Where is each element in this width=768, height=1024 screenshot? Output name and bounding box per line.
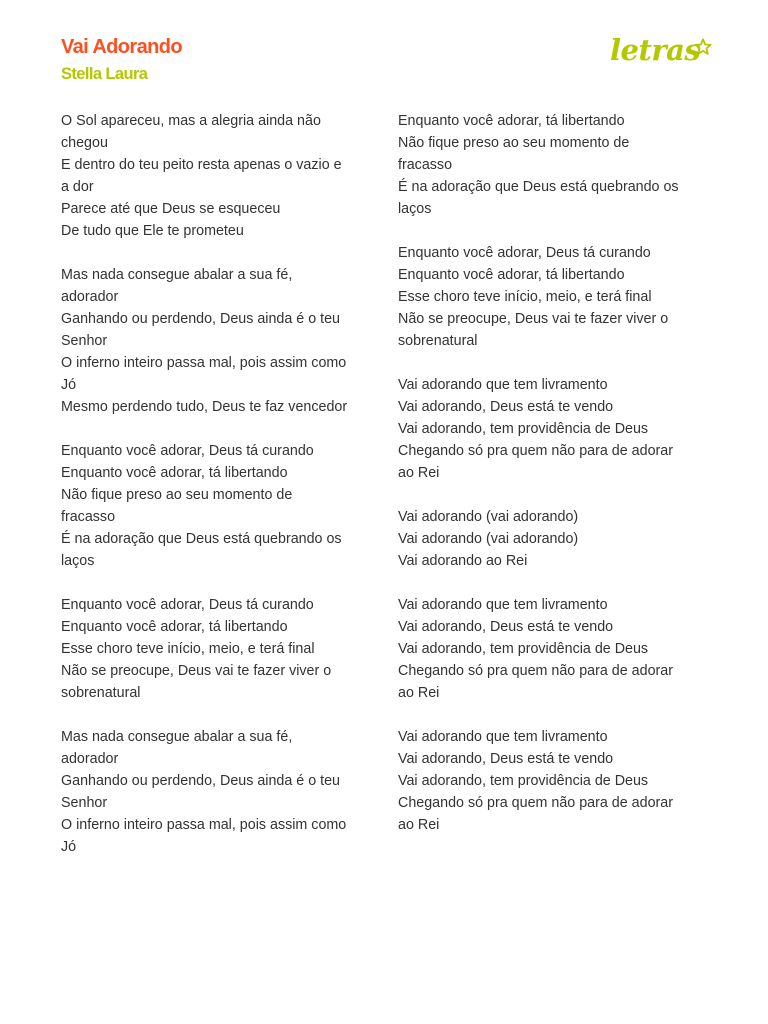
lyric-line: sobrenatural — [398, 333, 478, 349]
lyric-line: Enquanto você adorar, Deus tá curando — [61, 443, 314, 459]
lyric-line: chegou — [61, 135, 108, 151]
lyric-line: Vai adorando, Deus está te vendo — [398, 399, 614, 415]
lyric-line: ao Rei — [398, 685, 440, 701]
logo-wordmark: letras — [610, 33, 701, 67]
lyric-line: Não fique preso ao seu momento de — [398, 135, 630, 151]
lyric-line: E dentro do teu peito resta apenas o vazio e — [61, 157, 342, 173]
lyric-line: Vai adorando que tem livramento — [398, 729, 608, 745]
lyric-line: sobrenatural — [61, 685, 141, 701]
lyric-line: Jó — [61, 839, 77, 855]
lyric-line: Mesmo perdendo tudo, Deus te faz vencedor — [61, 399, 348, 415]
lyric-line: Esse choro teve início, meio, e terá final — [398, 289, 652, 305]
song-title: Vai Adorando — [61, 36, 182, 58]
lyric-line: Chegando só pra quem não para de adorar — [398, 663, 674, 679]
lyric-stanza — [61, 440, 381, 572]
lyric-stanza — [398, 110, 718, 220]
lyric-line: Vai adorando, tem providência de Deus — [398, 421, 649, 437]
lyric-line: Enquanto você adorar, tá libertando — [398, 267, 625, 283]
lyric-line: Vai adorando ao Rei — [398, 553, 528, 569]
lyric-line: ao Rei — [398, 817, 440, 833]
lyric-line: adorador — [61, 751, 119, 767]
lyric-stanza — [61, 726, 381, 858]
lyric-line: Enquanto você adorar, tá libertando — [61, 465, 288, 481]
lyric-line: adorador — [61, 289, 119, 305]
lyric-line: É na adoração que Deus está quebrando os — [398, 179, 679, 195]
lyric-line: Enquanto você adorar, Deus tá curando — [398, 245, 651, 261]
lyric-line: O inferno inteiro passa mal, pois assim como — [61, 817, 347, 833]
lyric-line: O Sol apareceu, mas a alegria ainda não — [61, 113, 321, 129]
lyric-stanza — [398, 506, 718, 572]
lyric-line: Vai adorando, Deus está te vendo — [398, 619, 614, 635]
lyrics-column-right — [398, 110, 718, 858]
lyric-line: Enquanto você adorar, Deus tá curando — [61, 597, 314, 613]
lyric-stanza — [398, 242, 718, 352]
lyric-stanza — [61, 110, 381, 242]
lyric-line: Mas nada consegue abalar a sua fé, — [61, 267, 293, 283]
lyric-line: Chegando só pra quem não para de adorar — [398, 443, 674, 459]
lyric-line: Esse choro teve início, meio, e terá final — [61, 641, 315, 657]
lyric-line: Enquanto você adorar, tá libertando — [398, 113, 625, 129]
lyric-line: Vai adorando (vai adorando) — [398, 531, 579, 547]
lyric-stanza — [398, 726, 718, 836]
artist-name[interactable]: Stella Laura — [61, 65, 148, 83]
lyric-line: a dor — [61, 179, 94, 195]
lyric-line: fracasso — [61, 509, 116, 525]
lyric-line: De tudo que Ele te prometeu — [61, 223, 244, 239]
lyric-line: Enquanto você adorar, tá libertando — [61, 619, 288, 635]
lyric-line: Não se preocupe, Deus vai te fazer viver o — [398, 311, 669, 327]
lyric-line: Vai adorando, tem providência de Deus — [398, 641, 649, 657]
lyric-line: Parece até que Deus se esqueceu — [61, 201, 281, 217]
lyric-line: Vai adorando, tem providência de Deus — [398, 773, 649, 789]
lyric-line: Chegando só pra quem não para de adorar — [398, 795, 674, 811]
lyric-stanza — [398, 594, 718, 704]
lyric-line: Senhor — [61, 795, 108, 811]
lyric-line: Não se preocupe, Deus vai te fazer viver o — [61, 663, 332, 679]
lyric-line: Ganhando ou perdendo, Deus ainda é o teu — [61, 773, 341, 789]
lyric-line: Mas nada consegue abalar a sua fé, — [61, 729, 293, 745]
lyric-line: ao Rei — [398, 465, 440, 481]
lyric-line: fracasso — [398, 157, 453, 173]
lyrics-column-left — [61, 110, 381, 880]
lyric-line: Vai adorando que tem livramento — [398, 377, 608, 393]
lyric-line: Senhor — [61, 333, 108, 349]
lyric-line: Ganhando ou perdendo, Deus ainda é o teu — [61, 311, 341, 327]
lyric-stanza — [398, 374, 718, 484]
lyric-line: laços — [61, 553, 95, 569]
star-icon — [694, 38, 712, 56]
lyric-stanza — [61, 594, 381, 704]
lyric-line: Não fique preso ao seu momento de — [61, 487, 293, 503]
letras-logo[interactable] — [610, 30, 714, 72]
lyric-line: Vai adorando que tem livramento — [398, 597, 608, 613]
lyric-line: É na adoração que Deus está quebrando os — [61, 531, 342, 547]
lyric-line: Vai adorando, Deus está te vendo — [398, 751, 614, 767]
lyric-line: Jó — [61, 377, 77, 393]
lyric-stanza — [61, 264, 381, 418]
lyric-line: laços — [398, 201, 432, 217]
lyric-line: Vai adorando (vai adorando) — [398, 509, 579, 525]
lyric-line: O inferno inteiro passa mal, pois assim como — [61, 355, 347, 371]
